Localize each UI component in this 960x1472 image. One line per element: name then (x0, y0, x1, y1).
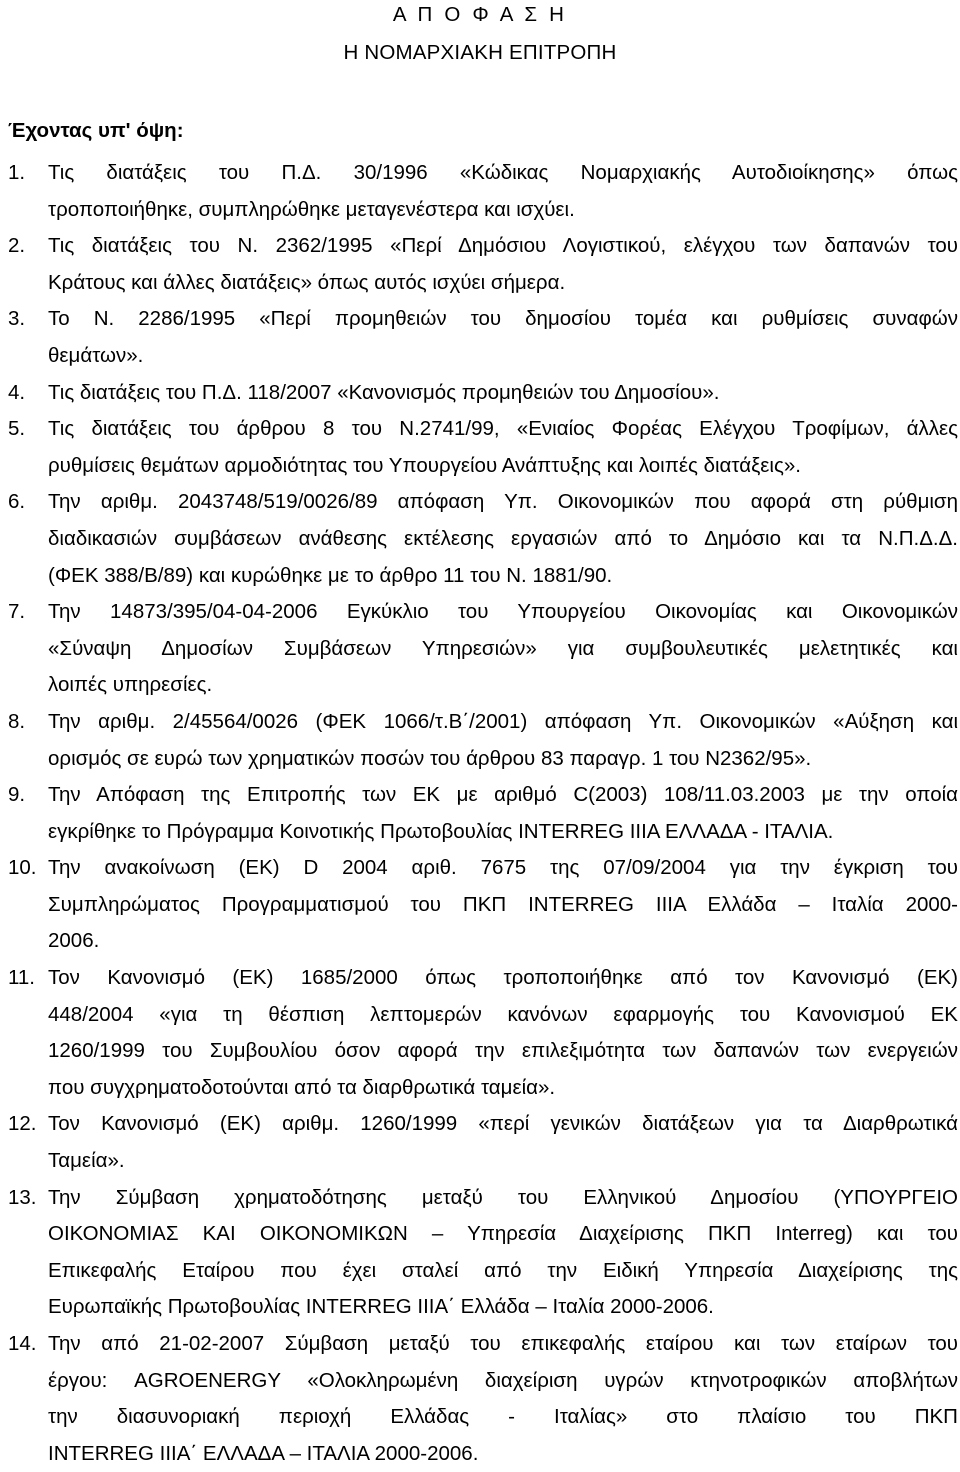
item-text-line: 2006. (48, 929, 100, 953)
committee-title: Η ΝΟΜΑΡΧΙΑΚΗ ΕΠΙΤΡΟΠΗ (343, 41, 617, 64)
item-number: 7. (8, 600, 26, 624)
list-item (8, 1326, 958, 1472)
item-text-line: Ταμεία». (48, 1149, 125, 1173)
item-text-line: θεμάτων». (48, 343, 144, 367)
item-number: 3. (8, 307, 26, 331)
item-text-line: Την Απόφαση της Επιτροπής των ΕΚ με αριθμό C(2003) 108/11.03.2003 με την οποία (48, 783, 958, 807)
item-text-line: λοιπές υπηρεσίες. (48, 673, 213, 697)
item-number: 10. (8, 856, 37, 880)
item-text-line: Το Ν. 2286/1995 «Περί προμηθειών του δημοσίου τομέα και ρυθμίσεις συναφών (48, 307, 958, 331)
item-text (48, 1106, 958, 1179)
item-text-line: Την Σύμβαση χρηματοδότησης μεταξύ του Ελληνικού Δημοσίου (ΥΠΟΥΡΓΕΙΟ (48, 1185, 958, 1209)
item-text-line: Τον Κανονισμό (ΕΚ) 1685/2000 όπως τροποποιήθηκε από τον Κανονισμό (ΕΚ) (48, 966, 958, 990)
list-item (8, 704, 958, 777)
list-item (8, 777, 958, 850)
item-text-line: Ευρωπαϊκής Πρωτοβουλίας INTERREG IIIA΄ Ελλάδα – Ιταλία 2000-2006. (48, 1295, 714, 1319)
document-title: Α Π Ο Φ Α Σ Η (392, 3, 568, 26)
item-text-line: εγκρίθηκε το Πρόγραμμα Κοινοτικής Πρωτοβουλίας INTERREG IIIA ΕΛΛΑΔΑ - ΙΤΑΛΙΑ. (48, 819, 834, 843)
item-text-line: ρυθμίσεις θεμάτων αρμοδιότητας του Υπουργείου Ανάπτυξης και λοιπές διατάξεις». (48, 453, 801, 477)
item-number: 8. (8, 709, 26, 733)
item-text (48, 1326, 958, 1472)
list-item (8, 411, 958, 484)
list-item (8, 960, 958, 1106)
item-number: 11. (8, 966, 35, 990)
list-item (8, 1106, 958, 1179)
item-text (48, 484, 958, 594)
item-text-line: Την από 21-02-2007 Σύμβαση μεταξύ του επικεφαλής εταίρου και των εταίρων του (48, 1332, 958, 1355)
item-text-line: διαδικασιών συμβάσεων ανάθεσης εκτέλεσης εργασιών από το Δημόσιο και τα Ν.Π.Δ.Δ. (48, 526, 958, 550)
item-text-line: ορισμός σε ευρώ των χρηματικών ποσών του άρθρου 83 παραγρ. 1 του Ν2362/95». (48, 746, 812, 770)
item-text (48, 777, 958, 850)
item-text-line: 448/2004 «για τη θέσπιση λεπτομερών κανόνων εφαρμογής του Κανονισμού ΕΚ (48, 1002, 958, 1026)
item-text-line: Τις διατάξεις του άρθρου 8 του Ν.2741/99, «Ενιαίος Φορέας Ελέγχου Τροφίμων, άλλες (48, 417, 958, 441)
item-text-line: την διασυνοριακή περιοχή Ελλάδας - Ιταλίας» στο πλαίσιο του ΠΚΠ (48, 1405, 958, 1429)
item-text-line: ΟΙΚΟΝΟΜΙΑΣ ΚΑΙ ΟΙΚΟΝΟΜΙΚΩΝ – Υπηρεσία Διαχείρισης ΠΚΠ Interreg) και του (48, 1222, 958, 1246)
item-text-line: Συμπληρώματος Προγραμματισμού του ΠΚΠ INTERREG IIIA Ελλάδα – Ιταλία 2000- (48, 892, 958, 916)
list-item (8, 594, 958, 704)
item-number: 6. (8, 490, 26, 514)
item-text-line: Τις διατάξεις του Π.Δ. 30/1996 «Κώδικας Νομαρχιακής Αυτοδιοίκησης» όπως (48, 161, 958, 184)
considerations-heading: Έχοντας υπ' όψη: (8, 119, 184, 142)
list-item (8, 1180, 958, 1326)
item-number: 12. (8, 1112, 37, 1136)
list-item (8, 228, 958, 301)
list-item (8, 301, 958, 374)
item-text-line: INTERREG IIIA΄ ΕΛΛΑΔΑ – ΙΤΑΛΙΑ 2000-2006. (48, 1441, 479, 1465)
item-text-line: Την αριθμ. 2/45564/0026 (ΦΕΚ 1066/τ.Β΄/2001) απόφαση Υπ. Οικονομικών «Αύξηση και (48, 709, 958, 733)
list-item (8, 155, 958, 228)
item-number: 2. (8, 234, 26, 258)
item-text-line: που συγχρηματοδοτούνται από τα διαρθρωτικά ταμεία». (48, 1075, 556, 1099)
item-text-line: έργου: AGROENERGY «Ολοκληρωμένη διαχείριση υγρών κτηνοτροφικών αποβλήτων (48, 1368, 958, 1392)
item-text-line: Την αριθμ. 2043748/519/0026/89 απόφαση Υπ. Οικονομικών που αφορά στη ρύθμιση (48, 490, 958, 514)
item-text (48, 850, 958, 960)
item-number: 5. (8, 417, 26, 441)
item-text-line: Τις διατάξεις του Π.Δ. 118/2007 «Κανονισμός προμηθειών του Δημοσίου». (48, 380, 720, 404)
item-text (48, 594, 958, 704)
item-text-line: (ΦΕΚ 388/Β/89) και κυρώθηκε με το άρθρο 11 του Ν. 1881/90. (48, 563, 613, 587)
item-text (48, 301, 958, 374)
item-text-line: Κράτους και άλλες διατάξεις» όπως αυτός ισχύει σήμερα. (48, 270, 566, 294)
item-number: 13. (8, 1185, 37, 1209)
item-text-line: Τον Κανονισμό (ΕΚ) αριθμ. 1260/1999 «περί γενικών διατάξεων για τα Διαρθρωτικά (48, 1112, 958, 1136)
list-item (8, 484, 958, 594)
item-number: 4. (8, 380, 26, 404)
item-text (48, 155, 958, 228)
item-text (48, 411, 958, 484)
item-text-line: Την ανακοίνωση (ΕΚ) D 2004 αριθ. 7675 της 07/09/2004 για την έγκριση του (48, 856, 958, 880)
considerations-list (8, 155, 958, 1472)
list-item (8, 375, 958, 412)
item-text-line: τροποποιήθηκε, συμπληρώθηκε μεταγενέστερα και ισχύει. (48, 197, 575, 221)
item-text (48, 228, 958, 301)
item-text-line: 1260/1999 του Συμβουλίου όσον αφορά την επιλεξιμότητα των δαπανών των ενεργειών (48, 1039, 958, 1063)
item-text (48, 960, 958, 1106)
item-text-line: Τις διατάξεις του Ν. 2362/1995 «Περί Δημόσιου Λογιστικού, ελέγχου των δαπανών του (48, 234, 958, 258)
item-text (48, 704, 958, 777)
item-text (48, 1180, 958, 1326)
item-text-line: Την 14873/395/04-04-2006 Εγκύκλιο του Υπουργείου Οικονομίας και Οικονομικών (48, 600, 958, 624)
item-number: 14. (8, 1332, 37, 1355)
item-text-line: Επικεφαλής Εταίρου που έχει σταλεί από την Ειδική Υπηρεσία Διαχείρισης της (48, 1258, 958, 1282)
list-item (8, 850, 958, 960)
item-text (48, 375, 958, 412)
item-number: 9. (8, 783, 26, 807)
item-number: 1. (8, 161, 26, 184)
item-text-line: «Σύναψη Δημοσίων Συμβάσεων Υπηρεσιών» για συμβουλευτικές μελετητικές και (48, 636, 958, 660)
